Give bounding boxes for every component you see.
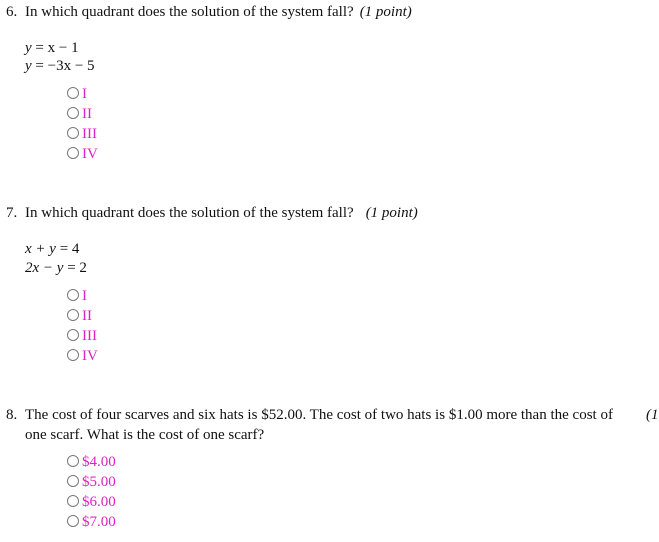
option-label: $6.00 xyxy=(82,494,116,510)
question-number: 6. xyxy=(6,4,18,20)
option-5-00[interactable] xyxy=(67,472,116,492)
equation-2: 2x − y = 2 xyxy=(25,260,87,276)
radio-unchecked-icon[interactable] xyxy=(67,147,79,159)
radio-unchecked-icon[interactable] xyxy=(67,515,79,527)
option-label: $5.00 xyxy=(82,474,116,490)
option-7-00[interactable] xyxy=(67,512,116,532)
equation-1: y = x − 1 xyxy=(25,40,79,56)
radio-unchecked-icon[interactable] xyxy=(67,475,79,487)
option-label: $7.00 xyxy=(82,514,116,530)
option-label: $4.00 xyxy=(82,454,116,470)
equation-1: x + y = 4 xyxy=(25,241,80,257)
option-i[interactable] xyxy=(67,286,87,306)
option-ii[interactable] xyxy=(67,306,92,326)
question-number: 7. xyxy=(6,205,18,221)
question-7-prompt xyxy=(6,204,418,222)
question-points: (1 point) xyxy=(359,4,412,20)
question-number: 8. xyxy=(6,407,18,423)
option-i[interactable] xyxy=(67,84,87,104)
option-iii[interactable] xyxy=(67,326,97,346)
option-6-00[interactable] xyxy=(67,492,116,512)
radio-unchecked-icon[interactable] xyxy=(67,329,79,341)
option-label: IV xyxy=(82,146,98,162)
radio-unchecked-icon[interactable] xyxy=(67,289,79,301)
radio-unchecked-icon[interactable] xyxy=(67,107,79,119)
option-label: III xyxy=(82,328,97,344)
radio-unchecked-icon[interactable] xyxy=(67,455,79,467)
radio-unchecked-icon[interactable] xyxy=(67,495,79,507)
equation-2: y = −3x − 5 xyxy=(25,58,95,74)
radio-unchecked-icon[interactable] xyxy=(67,87,79,99)
option-4-00[interactable] xyxy=(67,452,116,472)
option-label: II xyxy=(82,308,92,324)
option-label: I xyxy=(82,288,87,304)
radio-unchecked-icon[interactable] xyxy=(67,309,79,321)
option-label: II xyxy=(82,106,92,122)
option-ii[interactable] xyxy=(67,104,92,124)
option-iv[interactable] xyxy=(67,144,98,164)
question-text: In which quadrant does the solution of the system fall? xyxy=(25,205,354,221)
question-points: (1 point) xyxy=(365,205,418,221)
question-text: In which quadrant does the solution of the system fall? xyxy=(25,4,354,20)
question-points: (1 xyxy=(646,407,659,423)
option-label: IV xyxy=(82,348,98,364)
option-label: III xyxy=(82,126,97,142)
radio-unchecked-icon[interactable] xyxy=(67,349,79,361)
question-6-prompt xyxy=(6,3,412,21)
option-iii[interactable] xyxy=(67,124,97,144)
option-iv[interactable] xyxy=(67,346,98,366)
radio-unchecked-icon[interactable] xyxy=(67,127,79,139)
option-label: I xyxy=(82,86,87,102)
question-text: The cost of four scarves and six hats is $52.00. The cost of two hats is $1.00 more than the cost of one scarf. What is the cost of one scarf? xyxy=(25,407,613,443)
